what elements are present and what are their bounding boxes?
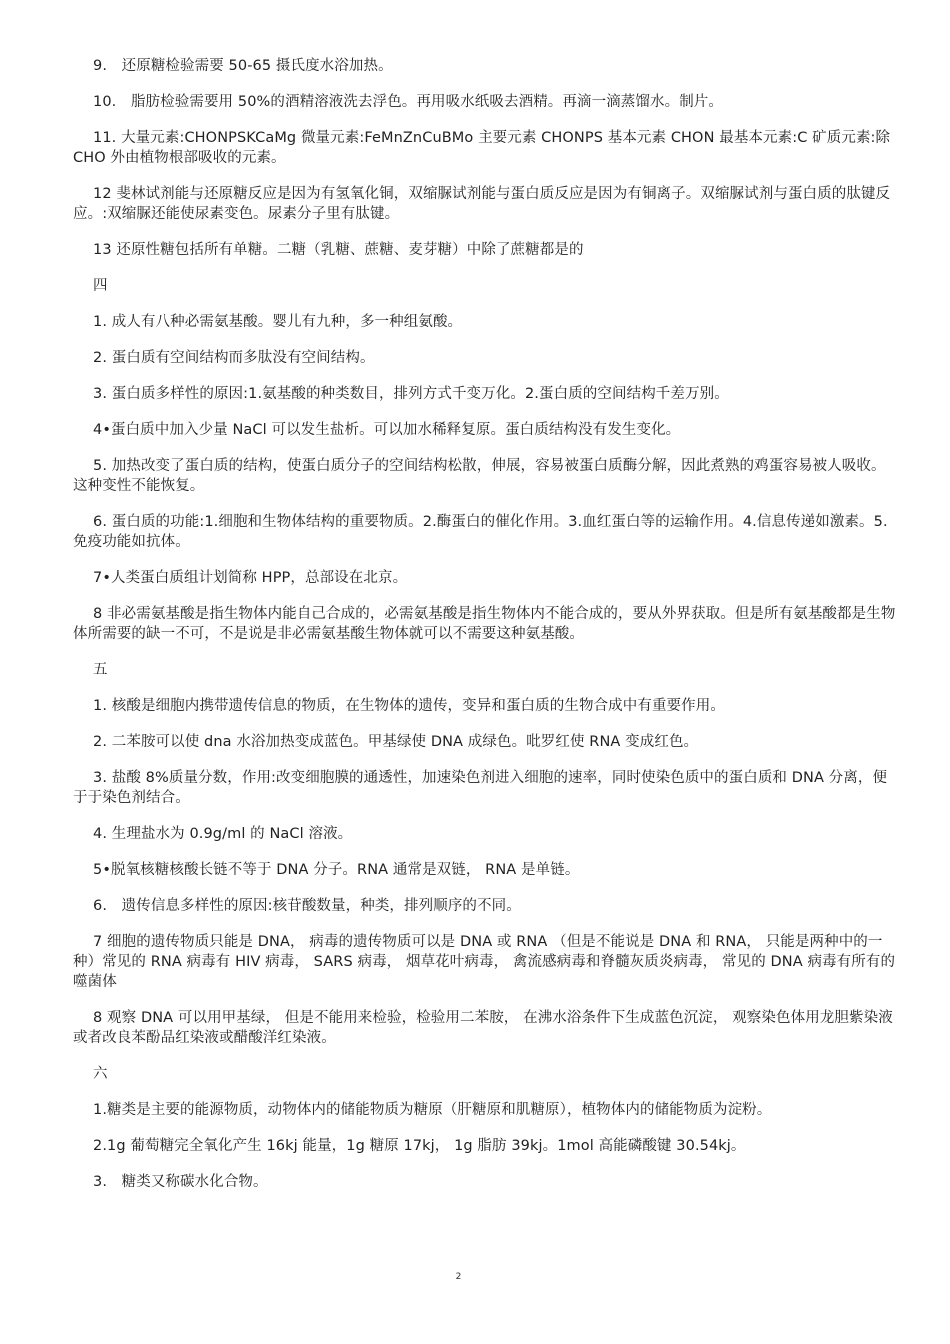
- paragraph-4-4: 4•蛋白质中加入少量 NaCl 可以发生盐析。可以加水稀释复原。蛋白质结构没有发生变化。: [93, 422, 681, 438]
- paragraph-5-4: 4. 生理盐水为 0.9g/ml 的 NaCl 溶液。: [93, 826, 353, 842]
- paragraph-13-reducing-sugars: 13 还原性糖包括所有单糖。二糖（乳糖、蔗糖、麦芽糖）中除了蔗糖都是的: [93, 242, 584, 258]
- section-heading-5: 五: [93, 662, 108, 678]
- paragraph-5-3: 3. 盐酸 8%质量分数，作用:改变细胞膜的通透性，加速染色剂进入细胞的速率，同时使染色质中的蛋白质和 DNA 分离，便于于染色剂结合。: [73, 770, 888, 806]
- section-heading-4: 四: [93, 278, 108, 294]
- paragraph-4-3: 3. 蛋白质多样性的原因:1.氨基酸的种类数目，排列方式千变万化。2.蛋白质的空间结构千差万别。: [93, 386, 729, 402]
- paragraph-9-reducing-sugar: 9. 还原糖检验需要 50-65 摄氏度水浴加热。: [93, 58, 393, 74]
- paragraph-4-2: 2. 蛋白质有空间结构而多肽没有空间结构。: [93, 350, 375, 366]
- paragraph-5-1: 1. 核酸是细胞内携带遗传信息的物质，在生物体的遗传，变异和蛋白质的生物合成中有重要作用。: [93, 698, 725, 714]
- paragraph-4-1: 1. 成人有八种必需氨基酸。婴儿有九种，多一种组氨酸。: [93, 314, 463, 330]
- paragraph-10-fat-test: 10. 脂肪检验需要用 50%的酒精溶液洗去浮色。再用吸水纸吸去酒精。再滴一滴蒸馏水。制片。: [93, 94, 723, 110]
- paragraph-12-reagents: 12 斐林试剂能与还原糖反应是因为有氢氧化铜，双缩脲试剂能与蛋白质反应是因为有铜离子。双缩脲试剂与蛋白质的肽键反应。:双缩脲还能使尿素变色。尿素分子里有肽键。: [73, 186, 891, 222]
- paragraph-5-6: 6. 遗传信息多样性的原因:核苷酸数量，种类，排列顺序的不同。: [93, 898, 521, 914]
- section-heading-6: 六: [93, 1066, 108, 1082]
- paragraph-6-3: 3. 糖类又称碳水化合物。: [93, 1174, 268, 1190]
- paragraph-5-5: 5•脱氧核糖核酸长链不等于 DNA 分子。RNA 通常是双链， RNA 是单链。: [93, 862, 580, 878]
- paragraph-6-1: 1.糖类是主要的能源物质，动物体内的储能物质为糖原（肝糖原和肌糖原），植物体内的储能物质为淀粉。: [93, 1102, 772, 1118]
- paragraph-5-7: 7 细胞的遗传物质只能是 DNA， 病毒的遗传物质可以是 DNA 或 RNA （但是不能说是 DNA 和 RNA， 只能是两种中的一种）常见的 RNA 病毒有 HIV 病毒， SARS 病毒， 烟草花叶病毒， 禽流感病毒和脊髓灰质炎病毒， 常见的 DNA 病毒有所有的噬菌体: [73, 934, 896, 990]
- paragraph-11-elements: 11. 大量元素:CHONPSKCaMg 微量元素:FeMnZnCuBMo 主要元素 CHONPS 基本元素 CHON 最基本元素:C 矿质元素:除 CHO 外由植物根部吸收的元素。: [73, 130, 891, 166]
- paragraph-5-2: 2. 二苯胺可以使 dna 水浴加热变成蓝色。甲基绿使 DNA 成绿色。吡罗红使 RNA 变成红色。: [93, 734, 699, 750]
- paragraph-4-8: 8 非必需氨基酸是指生物体内能自己合成的，必需氨基酸是指生物体内不能合成的，要从外界获取。但是所有氨基酸都是生物体所需要的缺一不可，不是说是非必需氨基酸生物体就可以不需要这种氨基酸。: [73, 606, 896, 642]
- paragraph-5-8: 8 观察 DNA 可以用甲基绿， 但是不能用来检验，检验用二苯胺， 在沸水浴条件下生成蓝色沉淀， 观察染色体用龙胆紫染液或者改良苯酚品红染液或醋酸洋红染液。: [73, 1010, 893, 1046]
- page-number: 2: [455, 1272, 462, 1282]
- paragraph-4-6: 6. 蛋白质的功能:1.细胞和生物体结构的重要物质。2.酶蛋白的催化作用。3.血红蛋白等的运输作用。4.信息传递如激素。5.免疫功能如抗体。: [73, 514, 888, 550]
- paragraph-4-5: 5. 加热改变了蛋白质的结构，使蛋白质分子的空间结构松散，伸展，容易被蛋白质酶分解，因此煮熟的鸡蛋容易被人吸收。这种变性不能恢复。: [73, 458, 886, 494]
- paragraph-4-7: 7•人类蛋白质组计划简称 HPP，总部设在北京。: [93, 570, 408, 586]
- paragraph-6-2: 2.1g 葡萄糖完全氧化产生 16kj 能量，1g 糖原 17kj， 1g 脂肪 39kj。1mol 高能磷酸键 30.54kj。: [93, 1138, 746, 1154]
- document-body: [73, 56, 898, 1208]
